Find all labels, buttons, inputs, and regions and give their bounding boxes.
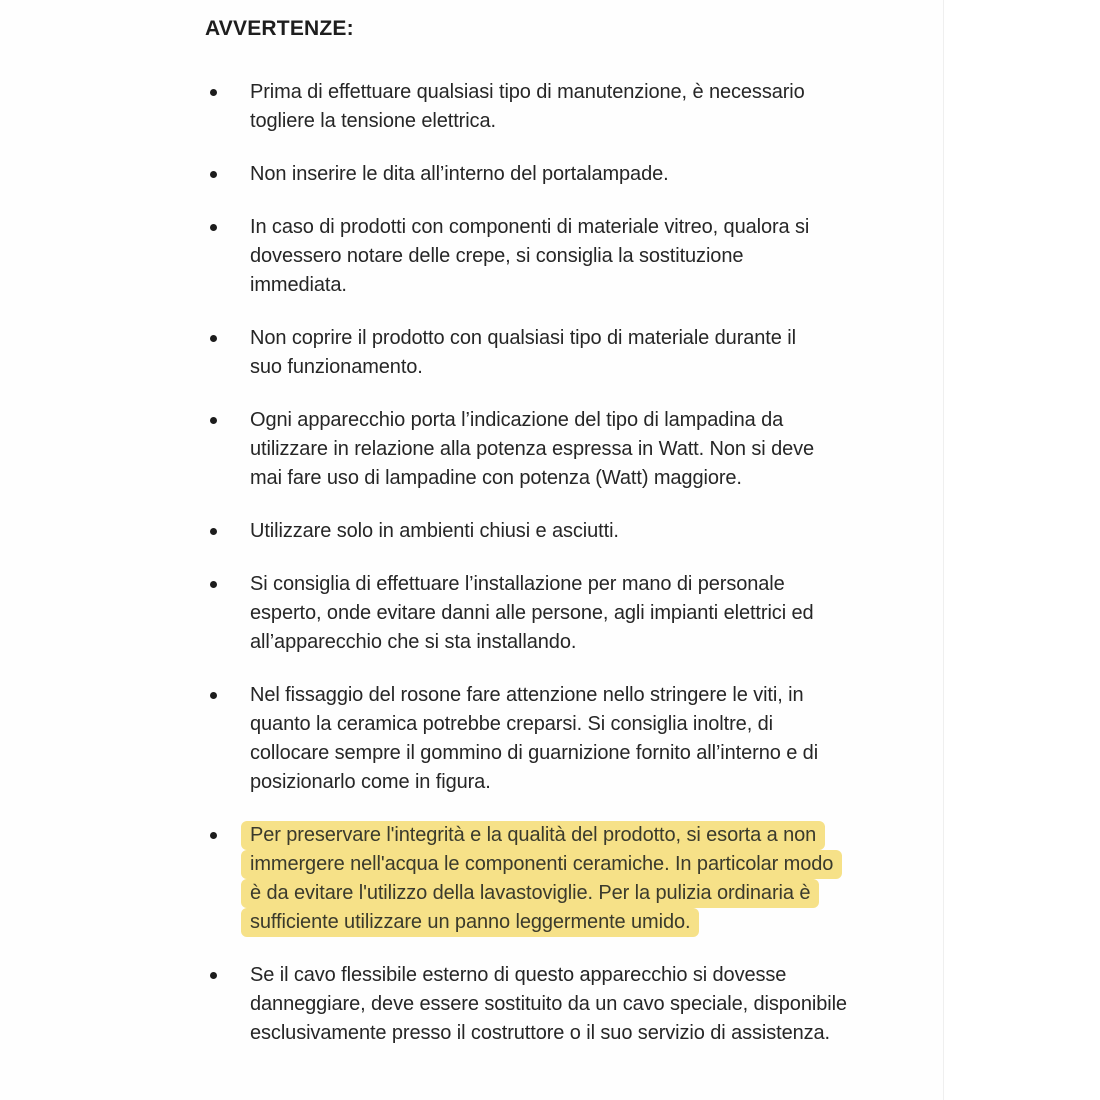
bullet-icon (210, 581, 217, 588)
bullet-icon (210, 528, 217, 535)
warning-text-line: quanto la ceramica potrebbe creparsi. Si consiglia inoltre, di (250, 713, 773, 735)
warning-text-line: In caso di prodotti con componenti di materiale vitreo, qualora si (250, 216, 810, 238)
warning-list-item (205, 570, 923, 657)
warning-list-item-highlighted (205, 821, 923, 937)
warning-list-item (205, 681, 923, 797)
warning-text-line: sufficiente utilizzare un panno leggermente umido. (241, 908, 699, 937)
page-title: AVVERTENZE: (205, 17, 354, 40)
warning-list-item (205, 406, 923, 493)
warning-text-line: suo funzionamento. (250, 356, 423, 378)
warning-list-item (205, 160, 923, 189)
bullet-icon (210, 89, 217, 96)
warning-text-line: Ogni apparecchio porta l’indicazione del tipo di lampadina da (250, 409, 784, 431)
warning-list-item (205, 213, 923, 300)
bullet-icon (210, 335, 217, 342)
warning-text-line: Nel fissaggio del rosone fare attenzione nello stringere le viti, in (250, 684, 804, 706)
warning-bullet-list (205, 78, 923, 1048)
bullet-icon (210, 171, 217, 178)
warning-text-line: Per preservare l'integrità e la qualità del prodotto, si esorta a non (241, 821, 825, 850)
warning-text-line: immediata. (250, 274, 347, 296)
warning-text-line: Utilizzare solo in ambienti chiusi e asciutti. (250, 520, 619, 542)
warning-text-line: è da evitare l'utilizzo della lavastoviglie. Per la pulizia ordinaria è (241, 879, 819, 908)
bullet-icon (210, 972, 217, 979)
warning-list-item (205, 78, 923, 136)
warning-text-line: danneggiare, deve essere sostituito da un cavo speciale, disponibile (250, 993, 847, 1015)
warning-text-line: Non coprire il prodotto con qualsiasi tipo di materiale durante il (250, 327, 796, 349)
warning-text-line: Non inserire le dita all’interno del portalampade. (250, 163, 669, 185)
warning-text-line: posizionarlo come in figura. (250, 771, 491, 793)
warning-text-line: Si consiglia di effettuare l’installazione per mano di personale (250, 573, 785, 595)
warning-list-item (205, 324, 923, 382)
bullet-icon (210, 692, 217, 699)
warning-text-line: immergere nell'acqua le componenti ceramiche. In particolar modo (241, 850, 842, 879)
warning-text-line: utilizzare in relazione alla potenza espressa in Watt. Non si deve (250, 438, 815, 460)
warning-text-line: Prima di effettuare qualsiasi tipo di manutenzione, è necessario (250, 81, 805, 103)
warning-list-item (205, 961, 923, 1048)
warning-text-line: Se il cavo flessibile esterno di questo apparecchio si dovesse (250, 964, 787, 986)
bullet-icon (210, 417, 217, 424)
bullet-icon (210, 224, 217, 231)
bullet-icon (210, 832, 217, 839)
warning-text-line: esperto, onde evitare danni alle persone, agli impianti elettrici ed (250, 602, 814, 624)
warning-text-line: dovessero notare delle crepe, si consiglia la sostituzione (250, 245, 744, 267)
warning-list-item (205, 517, 923, 546)
warning-text-line: esclusivamente presso il costruttore o il suo servizio di assistenza. (250, 1022, 831, 1044)
warning-text-line: all’apparecchio che si sta installando. (250, 631, 577, 653)
warning-text-line: collocare sempre il gommino di guarnizione fornito all’interno e di (250, 742, 819, 764)
page-edge (943, 0, 944, 1100)
warning-text-line: mai fare uso di lampadine con potenza (Watt) maggiore. (250, 467, 742, 489)
warning-text-line: togliere la tensione elettrica. (250, 110, 496, 132)
